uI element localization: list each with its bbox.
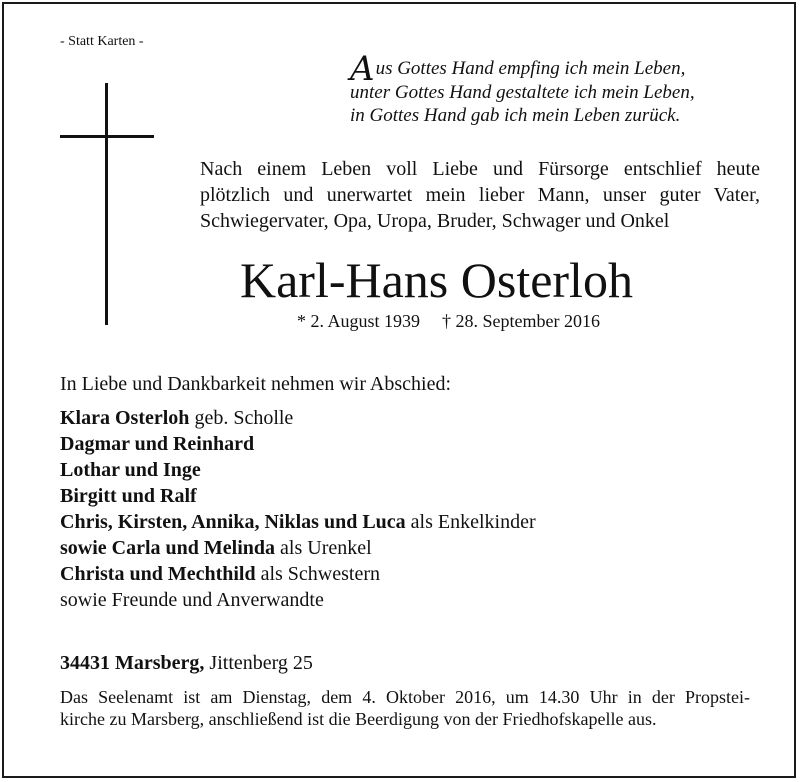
cross-horizontal-bar: [60, 135, 154, 138]
poem-line-1: [350, 49, 695, 89]
mourner-row: [60, 509, 536, 535]
mourner-row: [60, 431, 536, 457]
mourner-relation: als Schwestern: [255, 563, 381, 585]
notice-line-2: kirche zu Marsberg, anschließend ist die Beerdigung von der Friedhofskapelle aus.: [60, 709, 657, 729]
statt-karten-label: - Statt Karten -: [60, 34, 144, 49]
mourner-row: [60, 535, 536, 561]
poem-line-2: unter Gottes Hand gestaltete ich mein Leben,: [350, 82, 695, 103]
poem-line-3: in Gottes Hand gab ich mein Leben zurück.: [350, 105, 681, 126]
intro-text: [200, 156, 760, 234]
address-street: Jittenberg 25: [204, 652, 313, 674]
mourner-names: Birgitt und Ralf: [60, 485, 197, 507]
poem-initial: A: [350, 49, 375, 89]
deceased-name: Karl-Hans Osterloh: [240, 252, 633, 308]
funeral-notice: [60, 686, 750, 730]
mourner-names: Chris, Kirsten, Annika, Niklas und Luca: [60, 511, 406, 533]
mourner-names: Dagmar und Reinhard: [60, 433, 255, 455]
poem: [350, 49, 695, 127]
intro-line-1: Nach einem Leben voll Liebe und Fürsorge entschlief heute: [200, 158, 760, 180]
intro-line-2: plötzlich und unerwartet mein lieber Mann, unser guter Vater,: [200, 184, 760, 206]
mourner-names: sowie Carla und Melinda: [60, 537, 276, 559]
address: [60, 652, 313, 675]
mourner-row: [60, 483, 536, 509]
mourner-relation: als Enkelkinder: [405, 511, 536, 533]
mourner-row: [60, 457, 536, 483]
notice-line-1: Das Seelenamt ist am Dienstag, dem 4. Oktober 2016, um 14.30 Uhr in der Propstei-: [60, 687, 750, 707]
mourner-relation: geb. Scholle: [189, 407, 294, 429]
cross-vertical-bar: [105, 83, 108, 325]
mourner-row: [60, 405, 536, 431]
birth-date: * 2. August 1939: [297, 311, 421, 331]
mourner-names: Lothar und Inge: [60, 459, 201, 481]
mourner-row: [60, 587, 536, 613]
mourner-relation: sowie Freunde und Anverwandte: [60, 589, 324, 611]
mourner-names: Klara Osterloh: [60, 407, 190, 429]
poem-line-1-text: us Gottes Hand empfing ich mein Leben,: [375, 58, 686, 79]
mourner-names: Christa und Mechthild: [60, 563, 256, 585]
death-date: † 28. September 2016: [442, 311, 600, 331]
farewell-line: In Liebe und Dankbarkeit nehmen wir Abschied:: [60, 373, 451, 395]
address-city: 34431 Marsberg,: [60, 652, 205, 674]
mourners-list: [60, 405, 536, 613]
life-dates: [297, 311, 600, 332]
intro-line-3: Schwiegervater, Opa, Uropa, Bruder, Schwager und Onkel: [200, 210, 670, 232]
mourner-relation: als Urenkel: [275, 537, 372, 559]
mourner-row: [60, 561, 536, 587]
